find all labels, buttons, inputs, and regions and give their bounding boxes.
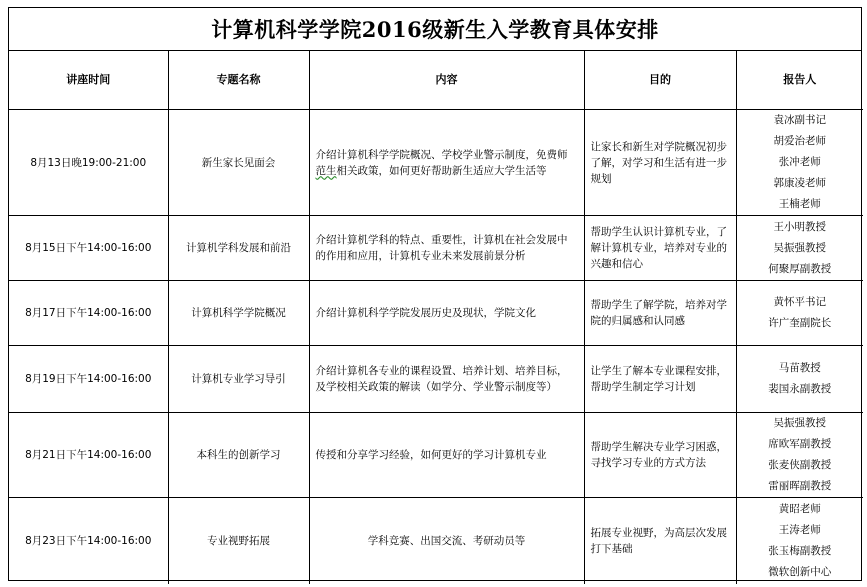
speakers-cell — [736, 281, 863, 346]
header-row — [9, 51, 863, 110]
speaker: 黄怀平书记 — [773, 296, 826, 308]
table-row — [9, 110, 863, 216]
table-row — [9, 281, 863, 346]
speaker: 马苗教授 — [778, 362, 821, 374]
speaker: 吴振强教授 — [773, 241, 826, 254]
speaker: 吴振强教授 — [773, 417, 826, 429]
speaker: 黄昭老师 — [778, 502, 821, 515]
goal-cell: 让家长和新生对学院概况初步了解，对学习和生活有进一步规划 — [584, 110, 736, 216]
lecture-time: 8月17日下午14:00-16:00 — [9, 281, 168, 346]
speaker: 许广奎副院长 — [768, 317, 832, 329]
content-text: 介绍计算机科学学院概况、学校学业警示制度，免费师 — [315, 148, 568, 161]
speaker: 王涛老师 — [778, 523, 821, 536]
goal-cell: 帮助学生了解学院，培养对学院的归属感和认同感 — [584, 281, 736, 346]
lecture-time: 8月13日晚19:00-21:00 — [9, 110, 168, 216]
speaker: 张玉梅副教授 — [768, 544, 832, 557]
schedule-table — [9, 51, 863, 584]
goal-cell: 让学生了解本专业课程安排，帮助学生制定学习计划 — [584, 346, 736, 413]
table-row — [9, 413, 863, 498]
speaker: 裴国永副教授 — [768, 383, 832, 395]
content-cell: 介绍计算机科学学院发展历史及现状，学院文化 — [309, 281, 584, 346]
speaker: 张麦侠副教授 — [768, 459, 832, 471]
speakers-cell — [736, 110, 863, 216]
goal-cell: 帮助学生解决专业学习困惑，寻找学习专业的方式方法 — [584, 413, 736, 498]
header-content: 内容 — [309, 51, 584, 110]
speaker: 王楠老师 — [778, 198, 821, 210]
content-cell: 学科竞赛、出国交流、考研动员等 — [309, 498, 584, 584]
lecture-time: 8月21日下午14:00-16:00 — [9, 413, 168, 498]
lecture-time: 8月19日下午14:00-16:00 — [9, 346, 168, 413]
goal-cell: 帮助学生认识计算机专业，了解计算机专业，培养对专业的兴趣和信心 — [584, 216, 736, 281]
table-row — [9, 216, 863, 281]
speaker: 郭康凌老师 — [773, 177, 826, 189]
table-row — [9, 498, 863, 584]
speaker: 何聚厚副教授 — [768, 262, 832, 275]
header-speakers: 报告人 — [736, 51, 863, 110]
speaker: 胡爱治老师 — [773, 135, 826, 147]
topic-name: 计算机学科发展和前沿 — [168, 216, 309, 281]
content-cell: 介绍计算机各专业的课程设置、培养计划、培养目标，及学校相关政策的解读（如学分、学业警示制度等） — [309, 346, 584, 413]
content-cell: 介绍计算机学科的特点、重要性，计算机在社会发展中的作用和应用，计算机专业未来发展前景分析 — [309, 216, 584, 281]
schedule-sheet — [8, 7, 862, 581]
content-cell — [309, 110, 584, 216]
topic-name: 计算机专业学习导引 — [168, 346, 309, 413]
header-topic: 专题名称 — [168, 51, 309, 110]
page-title: 计算机科学学院2016级新生入学教育具体安排 — [9, 8, 861, 51]
table-row — [9, 346, 863, 413]
lecture-time: 8月15日下午14:00-16:00 — [9, 216, 168, 281]
content-cell: 传授和分享学习经验，如何更好的学习计算机专业 — [309, 413, 584, 498]
speakers-cell — [736, 216, 863, 281]
speaker: 微软创新中心 — [768, 565, 832, 578]
speaker: 袁冰副书记 — [773, 114, 826, 126]
header-time: 讲座时间 — [9, 51, 168, 110]
spellcheck-word: 范生 — [315, 164, 337, 177]
topic-name: 专业视野拓展 — [168, 498, 309, 584]
speaker: 席欧军副教授 — [768, 438, 832, 450]
speaker: 张冲老师 — [778, 156, 821, 168]
goal-cell: 拓展专业视野，为高层次发展打下基础 — [584, 498, 736, 584]
speakers-cell — [736, 346, 863, 413]
speakers-cell — [736, 413, 863, 498]
header-goal: 目的 — [584, 51, 736, 110]
topic-name: 计算机科学学院概况 — [168, 281, 309, 346]
topic-name: 新生家长见面会 — [168, 110, 309, 216]
topic-name: 本科生的创新学习 — [168, 413, 309, 498]
speaker: 雷丽晖副教授 — [768, 480, 832, 492]
speakers-cell — [736, 498, 863, 584]
speaker: 王小明教授 — [773, 220, 826, 233]
content-text: 相关政策，如何更好帮助新生适应大学生活等 — [336, 164, 547, 177]
lecture-time: 8月23日下午14:00-16:00 — [9, 498, 168, 584]
